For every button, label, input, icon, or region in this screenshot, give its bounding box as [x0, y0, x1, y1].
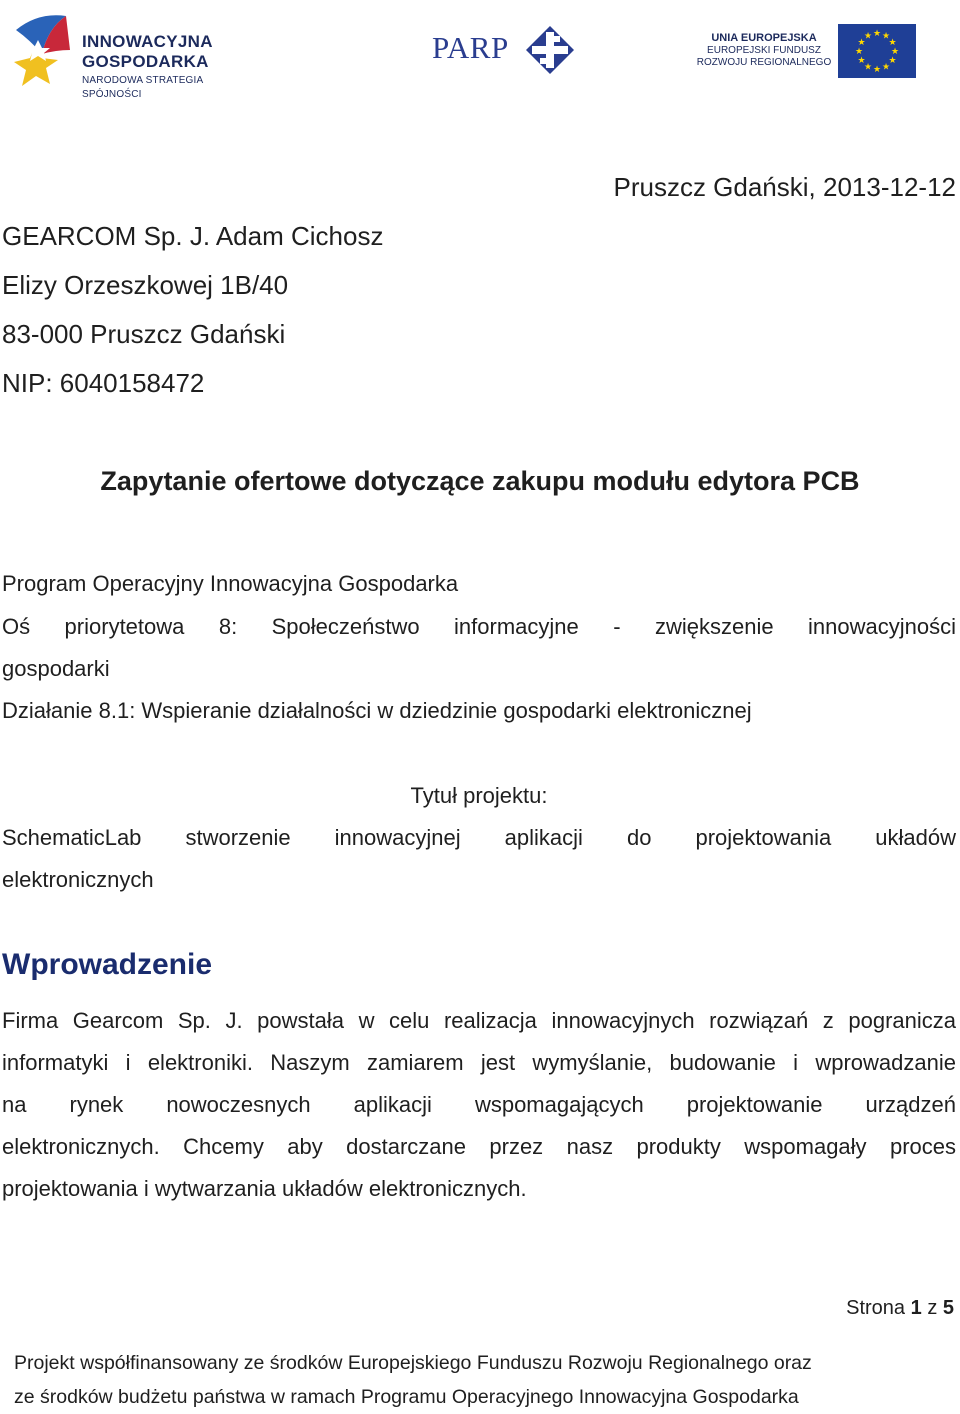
eu-flag-icon	[838, 24, 916, 78]
project-title-line1: SchematicLab stworzenie innowacyjnej aplikacji do projektowania układów	[2, 825, 956, 850]
sender-nip: NIP: 6040158472	[2, 368, 205, 398]
footer-funding-line1: Projekt współfinansowany ze środków Europejskiego Funduszu Rozwoju Regionalnego oraz	[14, 1352, 812, 1374]
svg-text:★: ★	[857, 56, 866, 66]
intro-line: na rynek nowoczesnych aplikacji wspomagających projektowanie urządzeń	[2, 1092, 956, 1117]
svg-text:★: ★	[857, 38, 866, 48]
svg-text:★: ★	[881, 62, 891, 73]
eu-logo	[696, 20, 920, 80]
priority-axis-continuation: gospodarki	[2, 656, 110, 681]
intro-line: elektronicznych. Chcemy aby dostarczane przez nasz produkty wspomagały proces	[2, 1134, 956, 1159]
project-title-line2: elektronicznych	[2, 867, 154, 892]
logo-ue-line2: EUROPEJSKI FUNDUSZ	[707, 45, 821, 56]
intro-line: informatyki i elektroniki. Naszym zamiarem jest wymyślanie, budowanie i wprowadzanie	[2, 1050, 956, 1075]
svg-text:★: ★	[863, 62, 873, 73]
sender-company: GEARCOM Sp. J. Adam Cichosz	[2, 221, 384, 251]
intro-line: Firma Gearcom Sp. J. powstała w celu realizacja innowacyjnych rozwiązań z pogranicza	[2, 1008, 956, 1033]
svg-text:★: ★	[888, 38, 897, 48]
logo-ig-line2: GOSPODARKA	[82, 52, 209, 71]
star-flag-icon	[8, 10, 78, 92]
document-title: Zapytanie ofertowe dotyczące zakupu modułu edytora PCB	[100, 466, 860, 496]
document-date: Pruszcz Gdański, 2013-12-12	[613, 172, 956, 202]
logo-ue-line3: ROZWOJU REGIONALNEGO	[696, 57, 832, 68]
page-number	[846, 1297, 954, 1320]
parp-logo	[432, 22, 582, 82]
svg-text:★: ★	[872, 29, 882, 39]
project-label: Tytuł projektu:	[410, 783, 548, 808]
parp-diamond-icon	[524, 24, 576, 76]
svg-text:★: ★	[863, 31, 873, 42]
svg-text:★: ★	[854, 47, 864, 57]
svg-text:★: ★	[888, 56, 897, 66]
parp-logo-text: PARP	[432, 30, 509, 65]
logo-ig-line3: NARODOWA STRATEGIA SPÓJNOŚCI	[82, 75, 203, 100]
program-line: Program Operacyjny Innowacyjna Gospodarka	[2, 571, 459, 596]
page-total: 5	[942, 1297, 954, 1319]
intro-heading: Wprowadzenie	[2, 948, 213, 981]
page-current: 1	[910, 1297, 922, 1319]
page-prefix: Strona	[846, 1297, 906, 1319]
sender-street: Elizy Orzeszkowej 1B/40	[2, 270, 289, 300]
logo-ue-line1: UNIA EUROPEJSKA	[711, 32, 817, 44]
svg-text:★: ★	[890, 47, 900, 57]
page-sep: z	[927, 1297, 938, 1319]
sender-city: 83-000 Pruszcz Gdański	[2, 319, 286, 349]
intro-line: projektowania i wytwarzania układów elektronicznych.	[2, 1176, 527, 1201]
measure-line: Działanie 8.1: Wspieranie działalności w dziedzinie gospodarki elektronicznej	[2, 698, 752, 723]
priority-axis-line: Oś priorytetowa 8: Społeczeństwo informacyjne - zwiększenie innowacyjności	[2, 614, 956, 639]
svg-text:★: ★	[872, 65, 882, 75]
svg-text:★: ★	[881, 31, 891, 42]
innowacyjna-gospodarka-logo	[8, 10, 258, 100]
footer-funding-line2: ze środków budżetu państwa w ramach Programu Operacyjnego Innowacyjna Gospodarka	[14, 1386, 799, 1408]
logo-ig-line1: INNOWACYJNA	[82, 32, 213, 51]
